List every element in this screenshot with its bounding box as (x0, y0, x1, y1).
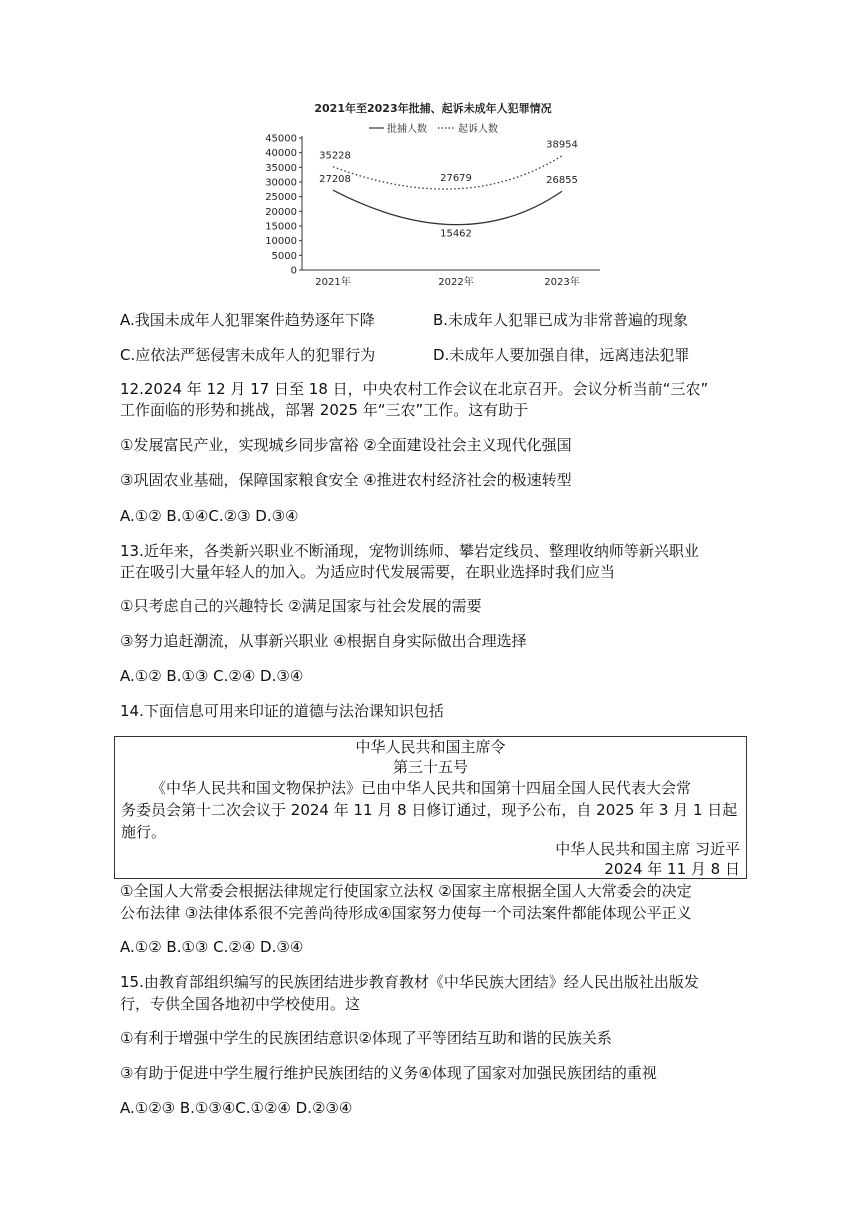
order-signature: 中华人民共和国主席 习近平 (555, 840, 740, 858)
q15-item-line2: ③有助于促进中学生履行维护民族团结的义务④体现了国家对加强民族团结的重视 (120, 1064, 657, 1082)
q13-item-line2: ③努力追赶潮流，从事新兴职业 ④根据自身实际做出合理选择 (120, 632, 527, 650)
q14-options: A.①② B.①③ C.②④ D.③④ (120, 938, 304, 956)
order-date: 2024 年 11 月 8 日 (604, 860, 740, 878)
legend-solid-label: 批捕人数 (387, 124, 427, 135)
chart-title: 2021年至2023年批捕、起诉未成年人犯罪情况 (314, 102, 552, 115)
data-label: 27208 (319, 174, 351, 186)
y-axis (265, 134, 302, 277)
q13-item-line1: ①只考虑自己的兴趣特长 ②满足国家与社会发展的需要 (120, 597, 482, 615)
chart-series (319, 140, 578, 240)
y-tick-label: 25000 (265, 192, 297, 204)
q14-item-line1: ①全国人大常委会根据法律规定行使国家立法权 ②国家主席根据全国人大常委会的决定 (120, 882, 692, 900)
q15-stem-line1: 15.由教育部组织编写的民族团结进步教育教材《中华民族大团结》经人民出版社出版发 (120, 973, 699, 991)
y-tick-label: 30000 (265, 177, 297, 189)
x-tick-label: 2021年 (315, 277, 351, 288)
series-line-arrest (333, 190, 562, 224)
q12-stem-line2: 工作面临的形势和挑战，部署 2025 年“三农”工作。这有助于 (120, 401, 529, 419)
order-number: 第三十五号 (392, 758, 468, 776)
q12-item-line2: ③巩固农业基础，保障国家粮食安全 ④推进农村经济社会的极速转型 (120, 471, 572, 489)
y-tick-label: 35000 (265, 162, 297, 174)
legend-dotted-label: 起诉人数 (458, 124, 498, 135)
q12-stem-line1: 12.2024 年 12 月 17 日至 18 日，中央农村工作会议在北京召开。会议分析当前“三农” (120, 380, 709, 398)
q13-stem-line2: 正在吸引大量年轻人的加入。为适应时代发展需要，在职业选择时我们应当 (120, 563, 616, 581)
q14-stem: 14.下面信息可用来印证的道德与法治课知识包括 (120, 702, 444, 720)
q12-options: A.①② B.①④C.②③ D.③④ (120, 507, 299, 525)
y-tick-label: 45000 (265, 133, 297, 145)
q11-option-c: C.应依法严惩侵害未成年人的犯罪行为 (120, 346, 376, 364)
x-tick-label: 2022年 (438, 277, 474, 288)
q15-item-line1: ①有利于增强中学生的民族团结意识②体现了平等团结互助和谐的民族关系 (120, 1029, 612, 1047)
order-paragraph-line3: 施行。 (121, 823, 167, 841)
x-tick-label: 2023年 (544, 277, 580, 288)
data-label: 26855 (546, 175, 578, 187)
q11-option-a: A.我国未成年人犯罪案件趋势逐年下降 (120, 311, 375, 329)
q12-item-line1: ①发展富民产业，实现城乡同步富裕 ②全面建设社会主义现代化强国 (120, 436, 572, 454)
order-title: 中华人民共和国主席令 (355, 738, 506, 756)
data-label: 38954 (546, 139, 578, 151)
data-label: 27679 (440, 172, 472, 184)
q11-option-d: D.未成年人要加强自律，远离违法犯罪 (433, 346, 690, 364)
y-tick-label: 15000 (265, 221, 297, 233)
x-axis (302, 270, 600, 288)
chart-legend (369, 122, 498, 135)
line-chart (258, 96, 608, 296)
y-tick-label: 10000 (265, 236, 297, 248)
q15-stem-line2: 行，专供全国各地初中学校使用。这 (120, 995, 361, 1013)
data-label: 15462 (440, 228, 472, 240)
y-tick-label: 0 (290, 265, 297, 277)
data-label: 35228 (319, 150, 351, 162)
y-tick-label: 40000 (265, 148, 297, 160)
y-tick-label: 20000 (265, 206, 297, 218)
q13-options: A.①② B.①③ C.②④ D.③④ (120, 667, 304, 685)
order-paragraph-line2: 务委员会第十二次会议于 2024 年 11 月 8 日修订通过，现予公布，自 2025 年 3 月 1 日起 (121, 801, 738, 819)
order-paragraph-line1: 《中华人民共和国文物保护法》已由中华人民共和国第十四届全国人民代表大会常 (151, 779, 692, 797)
q15-options: A.①②③ B.①③④C.①②④ D.②③④ (120, 1099, 353, 1117)
y-tick-label: 5000 (271, 250, 297, 262)
q13-stem-line1: 13.近年来，各类新兴职业不断涌现，宠物训练师、攀岩定线员、整理收纳师等新兴职业 (120, 542, 699, 560)
q11-option-b: B.未成年人犯罪已成为非常普遍的现象 (433, 311, 689, 329)
q14-item-line2: 公布法律 ③法律体系很不完善尚待形成④国家努力使每一个司法案件都能体现公平正义 (120, 904, 692, 922)
presidential-order-box (114, 736, 747, 879)
